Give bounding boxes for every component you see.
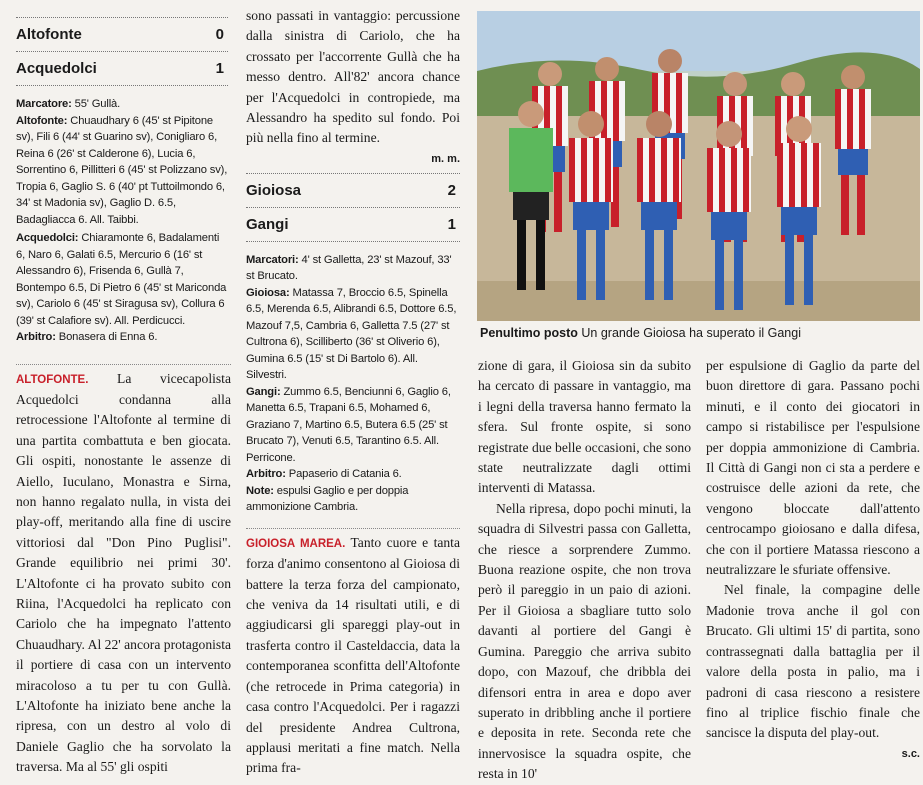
match2-text-d: per espulsione di Gaglio da parte del buon direttore di gara. Passano pochi minuti, e il conto dei giocatori in campo si ristabilisce per l'espulsione per doppia ammonizione di Cambria. Il Città di Gangi non ci sta a perdere e costruisce delle azioni da rete, che vengono bloccate dall'attento centrocampo gioiosano e dalla difesa, che con il portiere Matassa riescono a neutralizzare le sfuriate offensive. bbox=[706, 358, 920, 578]
match2-away-lineup: Gangi: Zummo 6.5, Benciunni 6, Gaglio 6, Manetta 6.5, Trapani 6.5, Mohamed 6, Graziano 7, Martino 6.5, Butera 6.5 (25' st Brucato 7), Venuti 6.5, Tarantino 6.5. All. Perricone. bbox=[246, 385, 451, 464]
match2-home-team: Gioiosa bbox=[246, 181, 302, 199]
match2-tabellino bbox=[246, 252, 460, 516]
match2-home-lineup: Gioiosa: Matassa 7, Broccio 6.5, Spinella 6.5, Merenda 6.5, Alibrandi 6.5, Dottore 6.5, Mazouf 7,5, Cambria 6, Galletta 7.5 (27' st Cultrona 6), Scilliberto (36' st Oliverio 6), Gumina 6.5 (15' st Di Bartolo 6). All. Silvestri. bbox=[246, 286, 457, 382]
match1-signature: m. m. bbox=[431, 152, 460, 165]
match2-article-part1 bbox=[246, 528, 460, 779]
match1-home-lineup: Altofonte: Chuaudhary 6 (45' st Pipitone sv), Fili 6 (44' st Guarino sv), Conigliaro 6, Reina 6 (26' st Calderone 6), Lucia 6, Sorrentino 6, Pillitteri 6 (45' st Polizzano sv), Tropia 6, Gaglio S. 6 (40' pt Tuttoilmondo 6, 34' st Madonia sv), Gaglio D. 6.5, Badagliacca 6. All. Taibbi. bbox=[16, 114, 228, 226]
match2-note: Note: espulsi Gaglio e per doppia ammonizione Cambria. bbox=[246, 484, 409, 514]
match2-article-part2 bbox=[478, 356, 691, 785]
match2-away-row bbox=[246, 208, 460, 242]
photo-caption-text: Un grande Gioiosa ha superato il Gangi bbox=[577, 326, 801, 340]
match2-text-b: zione di gara, il Gioiosa sin da subito ha cercato di passare in vantaggio, ma i legni della traversa hanno fermato la sfera. Sul fronte ospite, si sono registrate due belle occasioni, che sono state neutralizzate dagli ottimi interventi di Matassa. bbox=[478, 358, 691, 496]
match1-article-part1 bbox=[16, 364, 231, 778]
column-2 bbox=[246, 6, 460, 779]
match1-marcatore: Marcatore: 55' Gullà. bbox=[16, 98, 121, 110]
match2-signature: s.c. bbox=[901, 747, 920, 760]
match1-scorebox bbox=[16, 17, 228, 86]
match2-scorebox bbox=[246, 173, 460, 242]
match2-text-a: Tanto cuore e tanta forza d'animo consentono al Gioiosa di battere la terza forza del campionato, che veniva da 14 risultati utili, e di aggiudicarsi gli spareggi play-out in trasferta contro il Casteldaccia, data la contemporanea sconfitta dell'Altofonte (che retrocede in Prima categoria) in casa contro l'Acquedolci. Per i ragazzi del presidente Andrea Cultrona, applausi meritati a fine match. Nella prima fra- bbox=[246, 534, 460, 776]
match1-away-row bbox=[16, 52, 228, 86]
match2-text-c: Nella ripresa, dopo pochi minuti, la squadra di Silvestri passa con Galletta, che riesce a sorprendere Zummo. Buona reazione ospite, che non trova però il pareggio in un paio di azioni. Per il Gioiosa a sbagliare tutto solo davanti al portiere del Gangi è Gumina. Pareggio che arriva subito dopo, con Mazouf, che dribbla dei difensori entra in area e dopo aver superato in dribbling anche il portiere e deposita in rete. Seconda rete che innervosisce la squadra ospite, che resta in 10' bbox=[478, 500, 691, 782]
match1-column bbox=[16, 17, 231, 778]
team-photo bbox=[477, 11, 920, 321]
match1-arbitro: Arbitro: Bonasera di Enna 6. bbox=[16, 331, 158, 343]
photo-caption bbox=[480, 326, 801, 340]
match1-away-team: Acquedolci bbox=[16, 60, 97, 77]
match1-tabellino bbox=[16, 96, 231, 346]
team-photo-illustration bbox=[477, 11, 920, 321]
match1-home-row bbox=[16, 18, 228, 52]
match2-away-score: 1 bbox=[447, 215, 456, 233]
match2-home-row bbox=[246, 174, 460, 208]
match2-text-e: Nel finale, la compagine delle Madonie trova anche il gol con Brucato. Gli ultimi 15' di partita, sono contrassegnati dalla battaglia per il valore della posta in palio, ma i padroni di casa riescono a resistere fino al triplice fischio finale che sancisce la disputa del play-out. bbox=[706, 582, 920, 741]
match2-marcatori: Marcatori: 4' st Galletta, 23' st Mazouf, 33' st Brucato. bbox=[246, 253, 452, 283]
match2-home-score: 2 bbox=[447, 181, 456, 199]
match1-home-team: Altofonte bbox=[16, 26, 82, 43]
photo-caption-bold: Penultimo posto bbox=[480, 326, 578, 340]
match2-lead: GIOIOSA MAREA. bbox=[246, 537, 346, 550]
match1-away-lineup: Acquedolci: Chiaramonte 6, Badalamenti 6, Naro 6, Galati 6.5, Mercurio 6 (16' st Alessandro 6), Frisenda 6, Gullà 7, Bontempo 6.5, Di Pietro 6 (45' st Mariconda sv), Cariolo 6 (45' st Siragusa sv), Collura 6 (39' st Calafiore sv). All. Perdicucci. bbox=[16, 232, 227, 327]
match2-article-part3 bbox=[706, 356, 920, 764]
match1-text-a: La vicecapolista Acquedolci condanna alla retrocessione l'Altofonte al termine di una partita combattuta e ben giocata. Gli ospiti, nonostante le assenze di Aiello, Iuculano, Monastra e Sirna, non hanno regalato nulla, in vista dei play-off, meritando alla fine di uscire vittoriosi dal "Don Pino Puglisi". Grande equilibrio nei primi 30'. L'Altofonte ci ha provato subito con Riina, l'Acquedolci ha replicato con Cariolo che ha impegnato l'attento Chuaudhary. Al 22' ancora protagonista il portiere di casa con un intervento miracoloso a tu per tu con Gullà. L'Altofonte ha iniziato bene anche la ripresa, con un destro al volo di Daniele Gaglio che ha sorvolato la traversa. Ma al 55' gli ospiti bbox=[16, 370, 231, 775]
match2-arbitro: Arbitro: Papaserio di Catania 6. bbox=[246, 468, 402, 481]
match1-lead: ALTOFONTE. bbox=[16, 373, 89, 386]
match1-home-score: 0 bbox=[215, 26, 224, 43]
match2-away-team: Gangi bbox=[246, 215, 289, 233]
match1-away-score: 1 bbox=[215, 60, 224, 77]
match1-article-part2: sono passati in vantaggio: percussione dalla sinistra di Cariolo, che ha crossato per l'accorrente Gullà che ha messo dentro. All'82' ancora chance per l'Acquedolci in contropiede, ma Alessandro ha spedito sul fondo. Poi più nella fino al termine. bbox=[246, 8, 460, 146]
